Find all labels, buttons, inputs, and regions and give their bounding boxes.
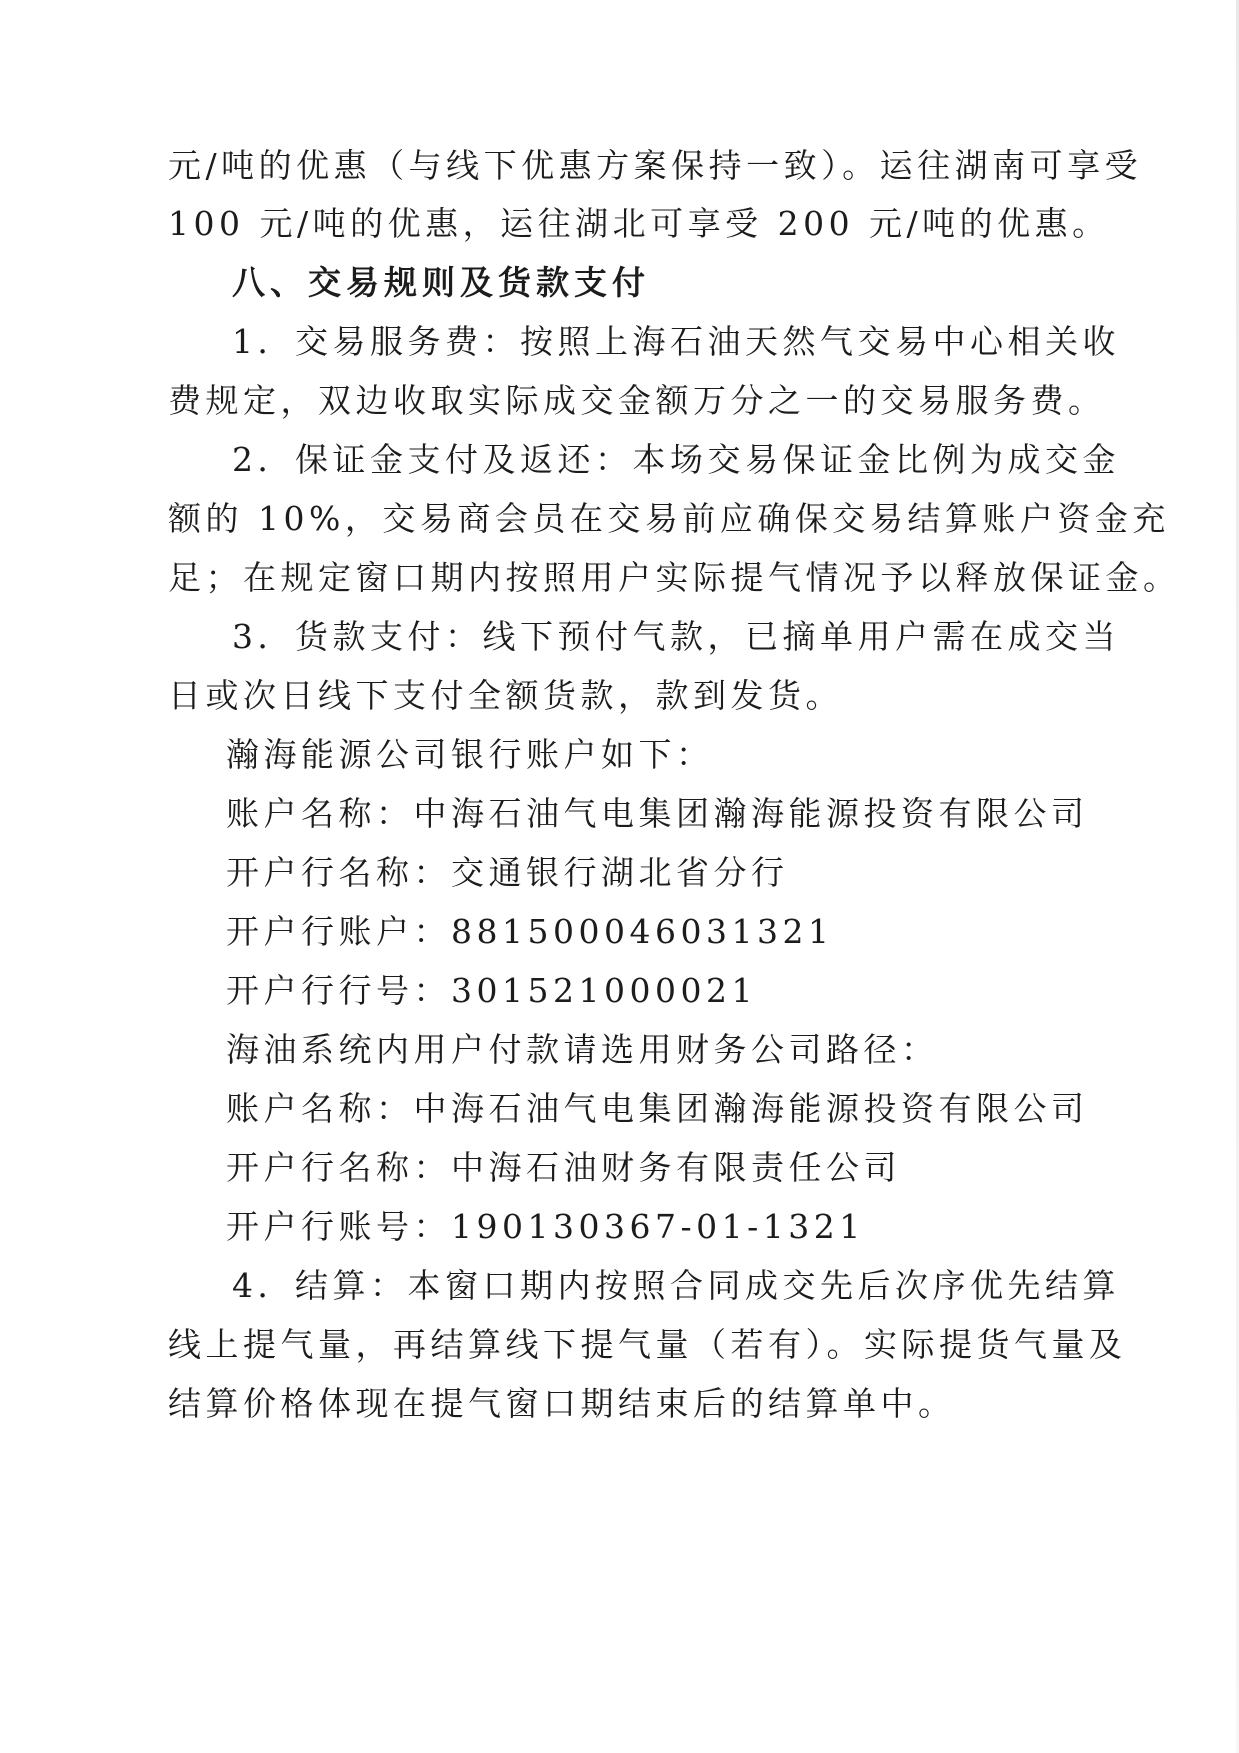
finance-path-title: 海油系统内用户付款请选用财务公司路径： (226, 1030, 939, 1069)
finance-bank-name: 开户行名称：中海石油财务有限责任公司 (226, 1148, 901, 1187)
bank-account-name: 账户名称：中海石油气电集团瀚海能源投资有限公司 (226, 794, 1089, 833)
finance-account-number: 开户行账号：190130367-01-1321 (226, 1207, 865, 1246)
item3-line-2: 日或次日线下支付全额货款，款到发货。 (168, 676, 843, 715)
bank-code: 开户行行号：301521000021 (226, 971, 757, 1010)
finance-account-name: 账户名称：中海石油气电集团瀚海能源投资有限公司 (226, 1089, 1089, 1128)
intro-line-1: 元/吨的优惠（与线下优惠方案保持一致）。运往湖南可享受 (168, 146, 1143, 185)
item2-line-2: 额的 10%，交易商会员在交易前应确保交易结算账户资金充 (168, 499, 1170, 538)
item2-line-3: 足；在规定窗口期内按照用户实际提气情况予以释放保证金。 (168, 558, 1181, 597)
item1-line-2: 费规定，双边收取实际成交金额万分之一的交易服务费。 (168, 381, 1106, 420)
intro-line-2: 100 元/吨的优惠，运往湖北可享受 200 元/吨的优惠。 (168, 204, 1110, 243)
item4-line-1: 4．结算：本窗口期内按照合同成交先后次序优先结算 (232, 1266, 1120, 1305)
item3-line-1: 3．货款支付：线下预付气款，已摘单用户需在成交当 (232, 617, 1120, 656)
bank-account-number: 开户行账户：881500046031321 (226, 912, 834, 951)
bank-name: 开户行名称：交通银行湖北省分行 (226, 853, 789, 892)
item4-line-3: 结算价格体现在提气窗口期结束后的结算单中。 (168, 1384, 956, 1423)
item2-line-1: 2．保证金支付及返还：本场交易保证金比例为成交金 (232, 440, 1120, 479)
item4-line-2: 线上提气量，再结算线下提气量（若有）。实际提货气量及 (168, 1325, 1127, 1364)
item1-line-1: 1．交易服务费：按照上海石油天然气交易中心相关收 (232, 322, 1120, 361)
section-heading: 八、交易规则及货款支付 (232, 263, 650, 302)
bank-accounts-title: 瀚海能源公司银行账户如下： (226, 735, 714, 774)
